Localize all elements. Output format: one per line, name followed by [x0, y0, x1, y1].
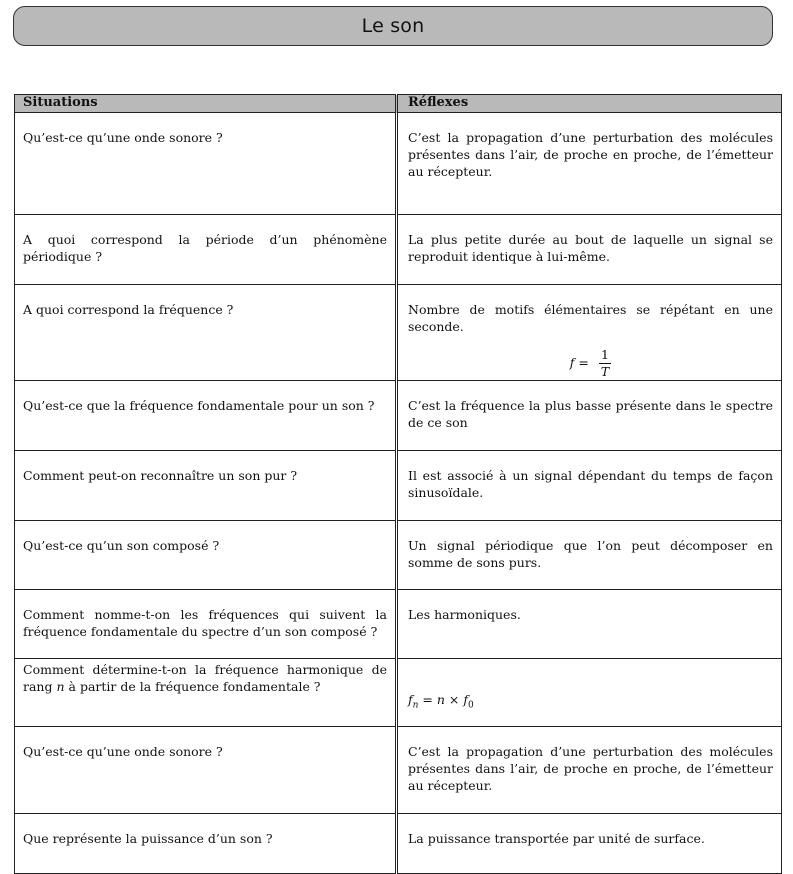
header-situations: Situations — [15, 95, 397, 113]
table-row — [15, 727, 782, 814]
formula-f: f — [408, 692, 413, 707]
formula-lhs: f = — [569, 355, 589, 370]
table-row — [15, 521, 782, 590]
reflexe-cell: Un signal périodique que l’on peut décomposer en somme de sons purs. — [397, 521, 782, 590]
page-title: Le son — [361, 15, 425, 37]
table-row — [15, 659, 782, 727]
reflexe-cell: Les harmoniques. — [397, 590, 782, 659]
reflexe-cell: La puissance transportée par unité de surface. — [397, 814, 782, 874]
situation-cell — [15, 659, 397, 727]
reflexe-cell: C’est la fréquence la plus basse présente dans le spectre de ce son — [397, 381, 782, 451]
table-row — [15, 285, 782, 381]
reflexe-cell — [397, 659, 782, 727]
table-row — [15, 590, 782, 659]
formula-equals: = — [418, 692, 437, 707]
table-row — [15, 451, 782, 521]
situation-text-start: Comment détermine-t-on la fréquence harmonique de rang — [23, 662, 387, 694]
situation-cell: Que représente la puissance d’un son ? — [15, 814, 397, 874]
table-row — [15, 814, 782, 874]
table-row — [15, 215, 782, 285]
situation-cell: Comment nomme-t-on les fréquences qui suivent la fréquence fondamentale du spectre d’un son composé ? — [15, 590, 397, 659]
situation-text-end: à partir de la fréquence fondamentale ? — [68, 679, 321, 694]
formula-n: n — [436, 692, 445, 707]
reflexe-cell: C’est la propagation d’une perturbation des molécules présentes dans l’air, de proche en proche, de l’émetteur au récepteur. — [397, 113, 782, 215]
header-reflexes: Réflexes — [397, 95, 782, 113]
fraction-numerator: 1 — [601, 347, 609, 362]
reflexe-cell — [397, 285, 782, 381]
reflexe-cell: La plus petite durée au bout de laquelle un signal se reproduit identique à lui-même. — [397, 215, 782, 285]
situation-cell: A quoi correspond la fréquence ? — [15, 285, 397, 381]
formula-sub-n: n — [412, 700, 419, 711]
situation-cell: Qu’est-ce qu’une onde sonore ? — [15, 727, 397, 814]
reflexe-cell: Il est associé à un signal dépendant du temps de façon sinusoïdale. — [397, 451, 782, 521]
table-row — [15, 381, 782, 451]
reflexe-text: Nombre de motifs élémentaires se répétant en une seconde. — [408, 302, 773, 334]
title-banner — [13, 6, 773, 46]
frequency-formula — [408, 347, 773, 380]
formula-times: × — [444, 692, 464, 707]
table-row — [15, 113, 782, 215]
situation-cell: Comment peut-on reconnaître un son pur ? — [15, 451, 397, 521]
harmonic-formula — [408, 691, 474, 715]
situation-cell: Qu’est-ce que la fréquence fondamentale pour un son ? — [15, 381, 397, 451]
reflexes-table — [14, 94, 782, 874]
formula-f0: f — [463, 692, 468, 707]
situation-cell: Qu’est-ce qu’une onde sonore ? — [15, 113, 397, 215]
table-header-row — [15, 95, 782, 113]
fraction — [599, 347, 611, 380]
reflexe-cell: C’est la propagation d’une perturbation des molécules présentes dans l’air, de proche en proche, de l’émetteur au récepteur. — [397, 727, 782, 814]
formula-sub-0: 0 — [467, 700, 474, 711]
rank-variable: n — [56, 679, 65, 694]
situation-cell: Qu’est-ce qu’un son composé ? — [15, 521, 397, 590]
fraction-denominator: T — [600, 364, 610, 379]
situation-cell: A quoi correspond la période d’un phénomène périodique ? — [15, 215, 397, 285]
